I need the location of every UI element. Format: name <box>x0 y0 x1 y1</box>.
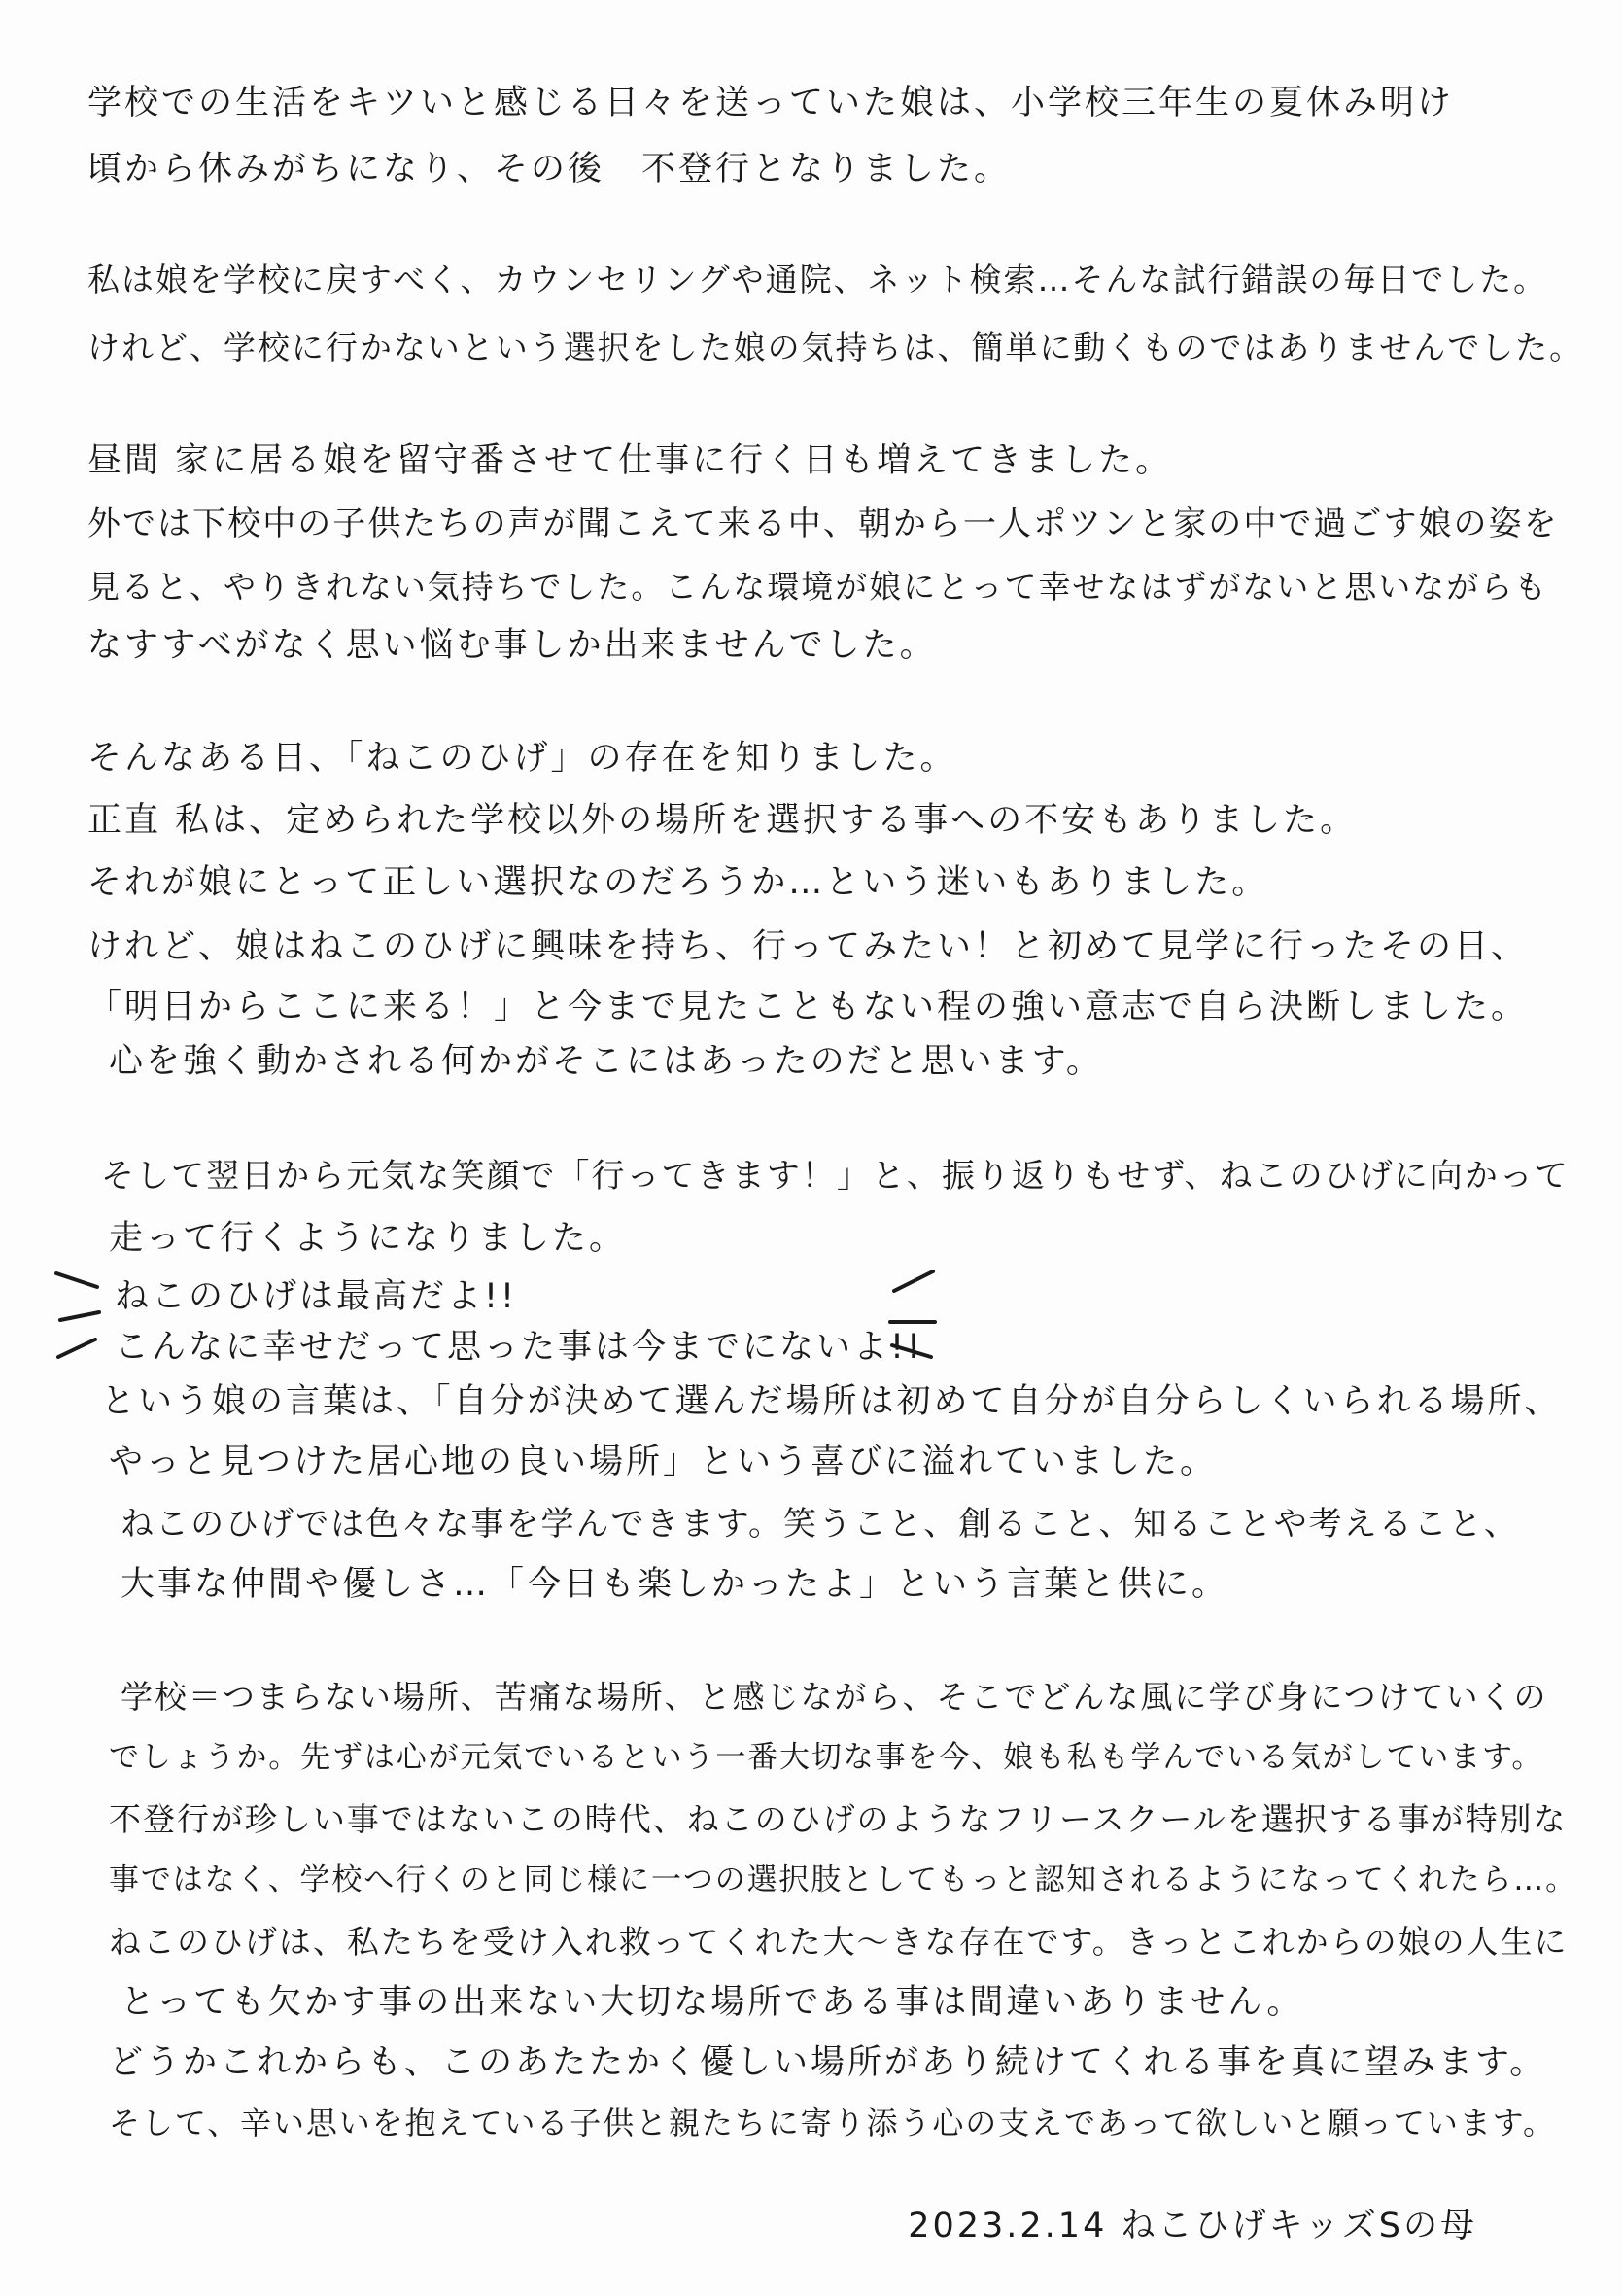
letter-line: ねこのひげでは色々な事を学んできます。笑うこと、創ること、知ることや考えること、 <box>121 1505 1519 1544</box>
letter-line: 学校＝つまらない場所、苦痛な場所、と感じながら、そこでどんな風に学び身につけていくの <box>121 1678 1548 1716</box>
letter-line: 正直 私は、定められた学校以外の場所を選択する事への不安もありました。 <box>87 801 1358 840</box>
letter-line: 見ると、やりきれない気持ちでした。こんな環境が娘にとって幸せなはずがないと思いながらも <box>87 568 1549 606</box>
letter-line: なすすべがなく思い悩む事しか出来ませんでした。 <box>87 626 937 665</box>
letter-line: そんなある日、「ねこのひげ」の存在を知りました。 <box>87 739 957 778</box>
letter-line: けれど、学校に行かないという選択をした娘の気持ちは、簡単に動くものではありませんでした。 <box>87 329 1584 366</box>
letter-line: そして翌日から元気な笑顔で「行ってきます！」と、振り返りもせず、ねこのひげに向かって <box>101 1157 1570 1196</box>
letter-line: とっても欠かす事の出来ない大切な場所である事は間違いありません。 <box>121 1983 1304 2022</box>
letter-line: でしょうか。先ずは心が元気でいるという一番大切な事を今、娘も私も学んでいる気がしています。 <box>109 1740 1544 1775</box>
letter-line: 昼間 家に居る娘を留守番させて仕事に行く日も増えてきました。 <box>87 441 1173 480</box>
letter-line: けれど、娘はねこのひげに興味を持ち、行ってみたい！と初めて見学に行ったその日、 <box>87 927 1529 966</box>
letter-line: 私は娘を学校に戻すべく、カウンセリングや通院、ネット検索…そんな試行錯誤の毎日でした。 <box>87 261 1548 298</box>
letter-line: 走って行くようになりました。 <box>109 1219 627 1258</box>
letter-line: 外では下校中の子供たちの声が聞こえて来る中、朝から一人ポツンと家の中で過ごす娘の姿を <box>87 504 1559 543</box>
letter-line: 大事な仲間や優しさ…「今日も楽しかったよ」という言葉と供に。 <box>121 1565 1229 1604</box>
emphasis-strokes-left <box>51 1264 109 1371</box>
letter-line: ねこのひげは、私たちを受け入れ救ってくれた大～きな存在です。きっとこれからの娘の人生に <box>109 1923 1569 1961</box>
letter-line: そして、辛い思いを抱えている子供と親たちに寄り添う心の支えであって欲しいと願っています。 <box>109 2105 1556 2141</box>
emphasis-strokes-right <box>882 1264 941 1371</box>
letter-line: 不登行が珍しい事ではないこの時代、ねこのひげのようなフリースクールを選択する事が特別な <box>109 1800 1568 1838</box>
signature: 2023.2.14 ねこひげキッズSの母 <box>908 2207 1477 2245</box>
letter-line: やっと見つけた居心地の良い場所」という喜びに溢れていました。 <box>109 1443 1218 1481</box>
letter-line: という娘の言葉は、「自分が決めて選んだ場所は初めて自分が自分らしくいられる場所、 <box>101 1382 1562 1421</box>
quoted-exclamation: こんなに幸せだって思った事は今までにないよ!! <box>115 1328 924 1367</box>
letter-line: 頃から休みがちになり、その後 不登行となりました。 <box>87 150 1012 189</box>
letter-line: それが娘にとって正しい選択なのだろうか…という迷いもありました。 <box>87 863 1269 902</box>
letter-line: 心を強く動かされる何かがそこにはあったのだと思います。 <box>109 1042 1103 1081</box>
letter-line: 学校での生活をキツいと感じる日々を送っていた娘は、小学校三年生の夏休み明け <box>87 84 1455 122</box>
letter-line: どうかこれからも、このあたたかく優しい場所があり続けてくれる事を真に望みます。 <box>109 2043 1547 2082</box>
quoted-exclamation: ねこのひげは最高だよ!! <box>115 1277 518 1316</box>
letter-line: 事ではなく、学校へ行くのと同じ様に一つの選択肢としてもっと認知されるようになってくれたら…。 <box>109 1862 1577 1897</box>
letter-line: 「明日からここに来る！」と今まで見たこともない程の強い意志で自ら決断しました。 <box>87 988 1529 1026</box>
